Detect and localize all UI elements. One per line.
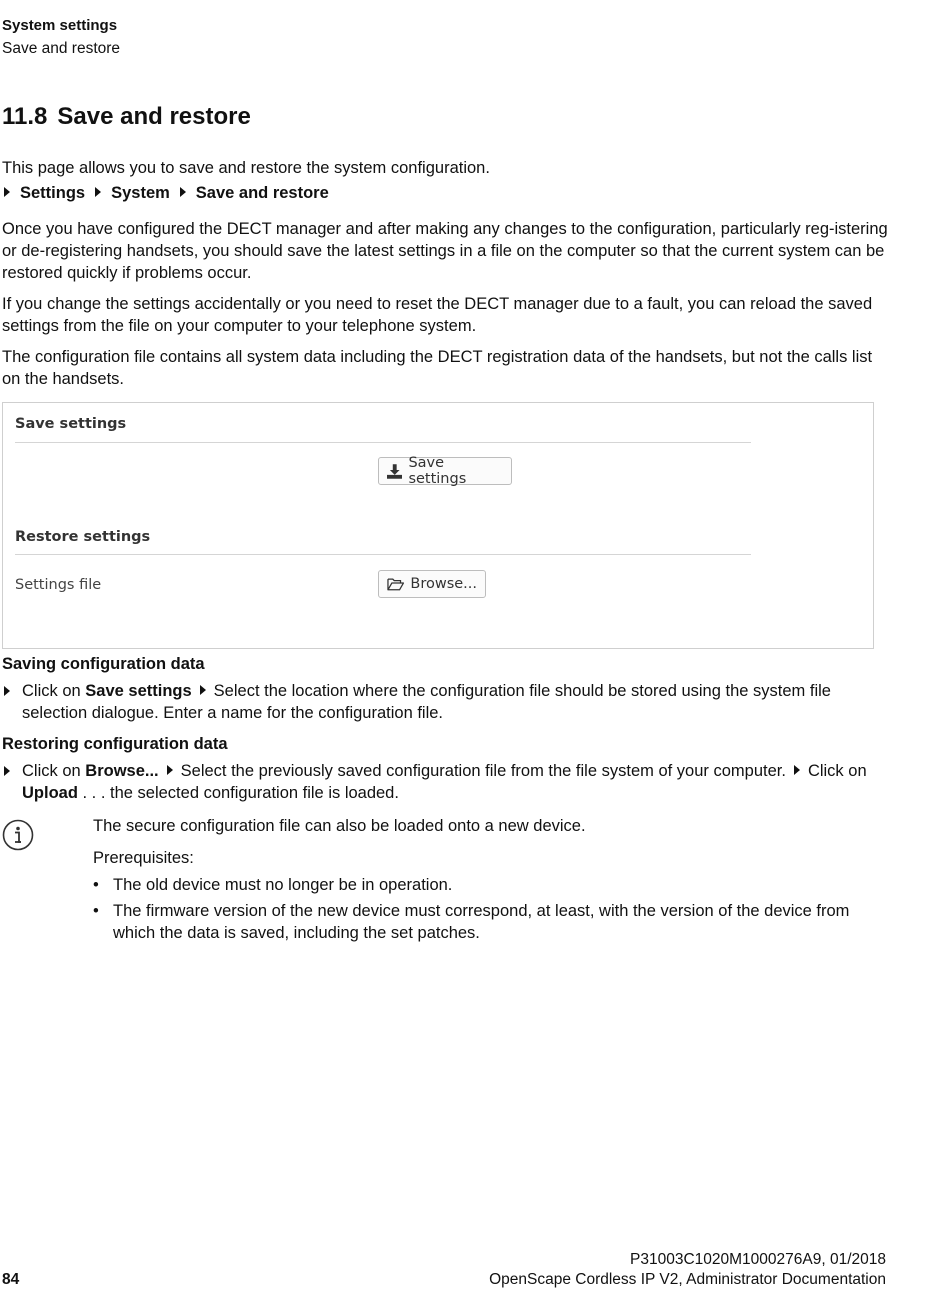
arrow-icon xyxy=(4,766,10,776)
arrow-icon xyxy=(95,187,101,197)
step-text: Select the location where the configuration file should be stored using the system file selection dialogue. Enter a name for the configuration file. xyxy=(22,682,831,722)
settings-screenshot xyxy=(2,402,874,649)
saving-step xyxy=(4,680,894,724)
step-text: . . . the selected configuration file is loaded. xyxy=(77,784,399,802)
step-bold-text: Browse... xyxy=(85,762,159,780)
arrow-icon xyxy=(167,765,173,775)
step-text: Click on xyxy=(22,682,86,700)
arrow-icon xyxy=(200,685,206,695)
note-text: The secure configuration file can also be loaded onto a new device. xyxy=(93,817,586,835)
bullet-icon: • xyxy=(93,902,99,920)
nav-item-save-restore: Save and restore xyxy=(195,184,329,202)
arrow-icon xyxy=(4,187,10,197)
download-icon xyxy=(387,464,402,479)
bullet-icon: • xyxy=(93,876,99,894)
footer-doc-code: P31003C1020M1000276A9, 01/2018 xyxy=(630,1251,886,1268)
step-bold-text: Save settings xyxy=(85,682,192,700)
list-item-text: The old device must no longer be in operation. xyxy=(113,876,453,894)
settings-file-label: Settings file xyxy=(15,577,102,593)
footer-doc-title: OpenScape Cordless IP V2, Administrator Documentation xyxy=(489,1271,886,1288)
paragraph-config-file: The configuration file contains all system data including the DECT registration data of the handsets, but not the calls list on the handsets. xyxy=(2,348,873,388)
section-number: 11.8 xyxy=(2,103,48,130)
divider xyxy=(15,442,751,443)
paragraph-reset: If you change the settings accidentally or you need to reset the DECT manager due to a fault, you can reload the saved settings from the file on your computer to your telephone system. xyxy=(2,295,873,335)
restoring-step xyxy=(4,760,894,804)
info-icon xyxy=(2,819,34,851)
save-settings-button-label: Save settings xyxy=(408,455,467,487)
section-title: Save and restore xyxy=(57,103,251,130)
prerequisites-label: Prerequisites: xyxy=(93,849,194,867)
folder-open-icon xyxy=(387,577,404,591)
restore-settings-section-title: Restore settings xyxy=(15,529,151,545)
step-text: Click on xyxy=(22,762,86,780)
list-item xyxy=(93,874,883,896)
running-header-subsection: Save and restore xyxy=(2,40,121,57)
list-item xyxy=(93,900,883,944)
step-text: Select the previously saved configuration file from the file system of your computer. xyxy=(180,762,786,780)
browse-button-label: Browse... xyxy=(410,576,477,592)
paragraph-configure: Once you have configured the DECT manager and after making any changes to the configuration, particularly reg-istering or de-registering handsets, you should save the latest settings in a file on the computer so that the current system can be restored quickly if problems occur. xyxy=(2,220,888,282)
list-item-text: The firmware version of the new device must correspond, at least, with the version of the device from which the data is saved, including the set patches. xyxy=(113,902,850,942)
intro-paragraph: This page allows you to save and restore the system configuration. xyxy=(2,159,490,177)
arrow-icon xyxy=(180,187,186,197)
step-bold-text: Upload xyxy=(22,784,78,802)
restoring-heading: Restoring configuration data xyxy=(2,735,228,753)
saving-heading: Saving configuration data xyxy=(2,655,205,673)
nav-item-settings: Settings xyxy=(20,184,86,202)
arrow-icon xyxy=(794,765,800,775)
running-header-section: System settings xyxy=(2,17,118,34)
step-text: Click on xyxy=(807,762,867,780)
page-number: 84 xyxy=(2,1271,20,1288)
save-settings-section-title: Save settings xyxy=(15,416,127,432)
arrow-icon xyxy=(4,686,10,696)
nav-item-system: System xyxy=(111,184,170,202)
section-heading xyxy=(2,103,251,131)
browse-button[interactable] xyxy=(378,570,486,598)
divider xyxy=(15,554,751,555)
navigation-path xyxy=(4,184,329,203)
save-settings-button[interactable] xyxy=(378,457,512,485)
